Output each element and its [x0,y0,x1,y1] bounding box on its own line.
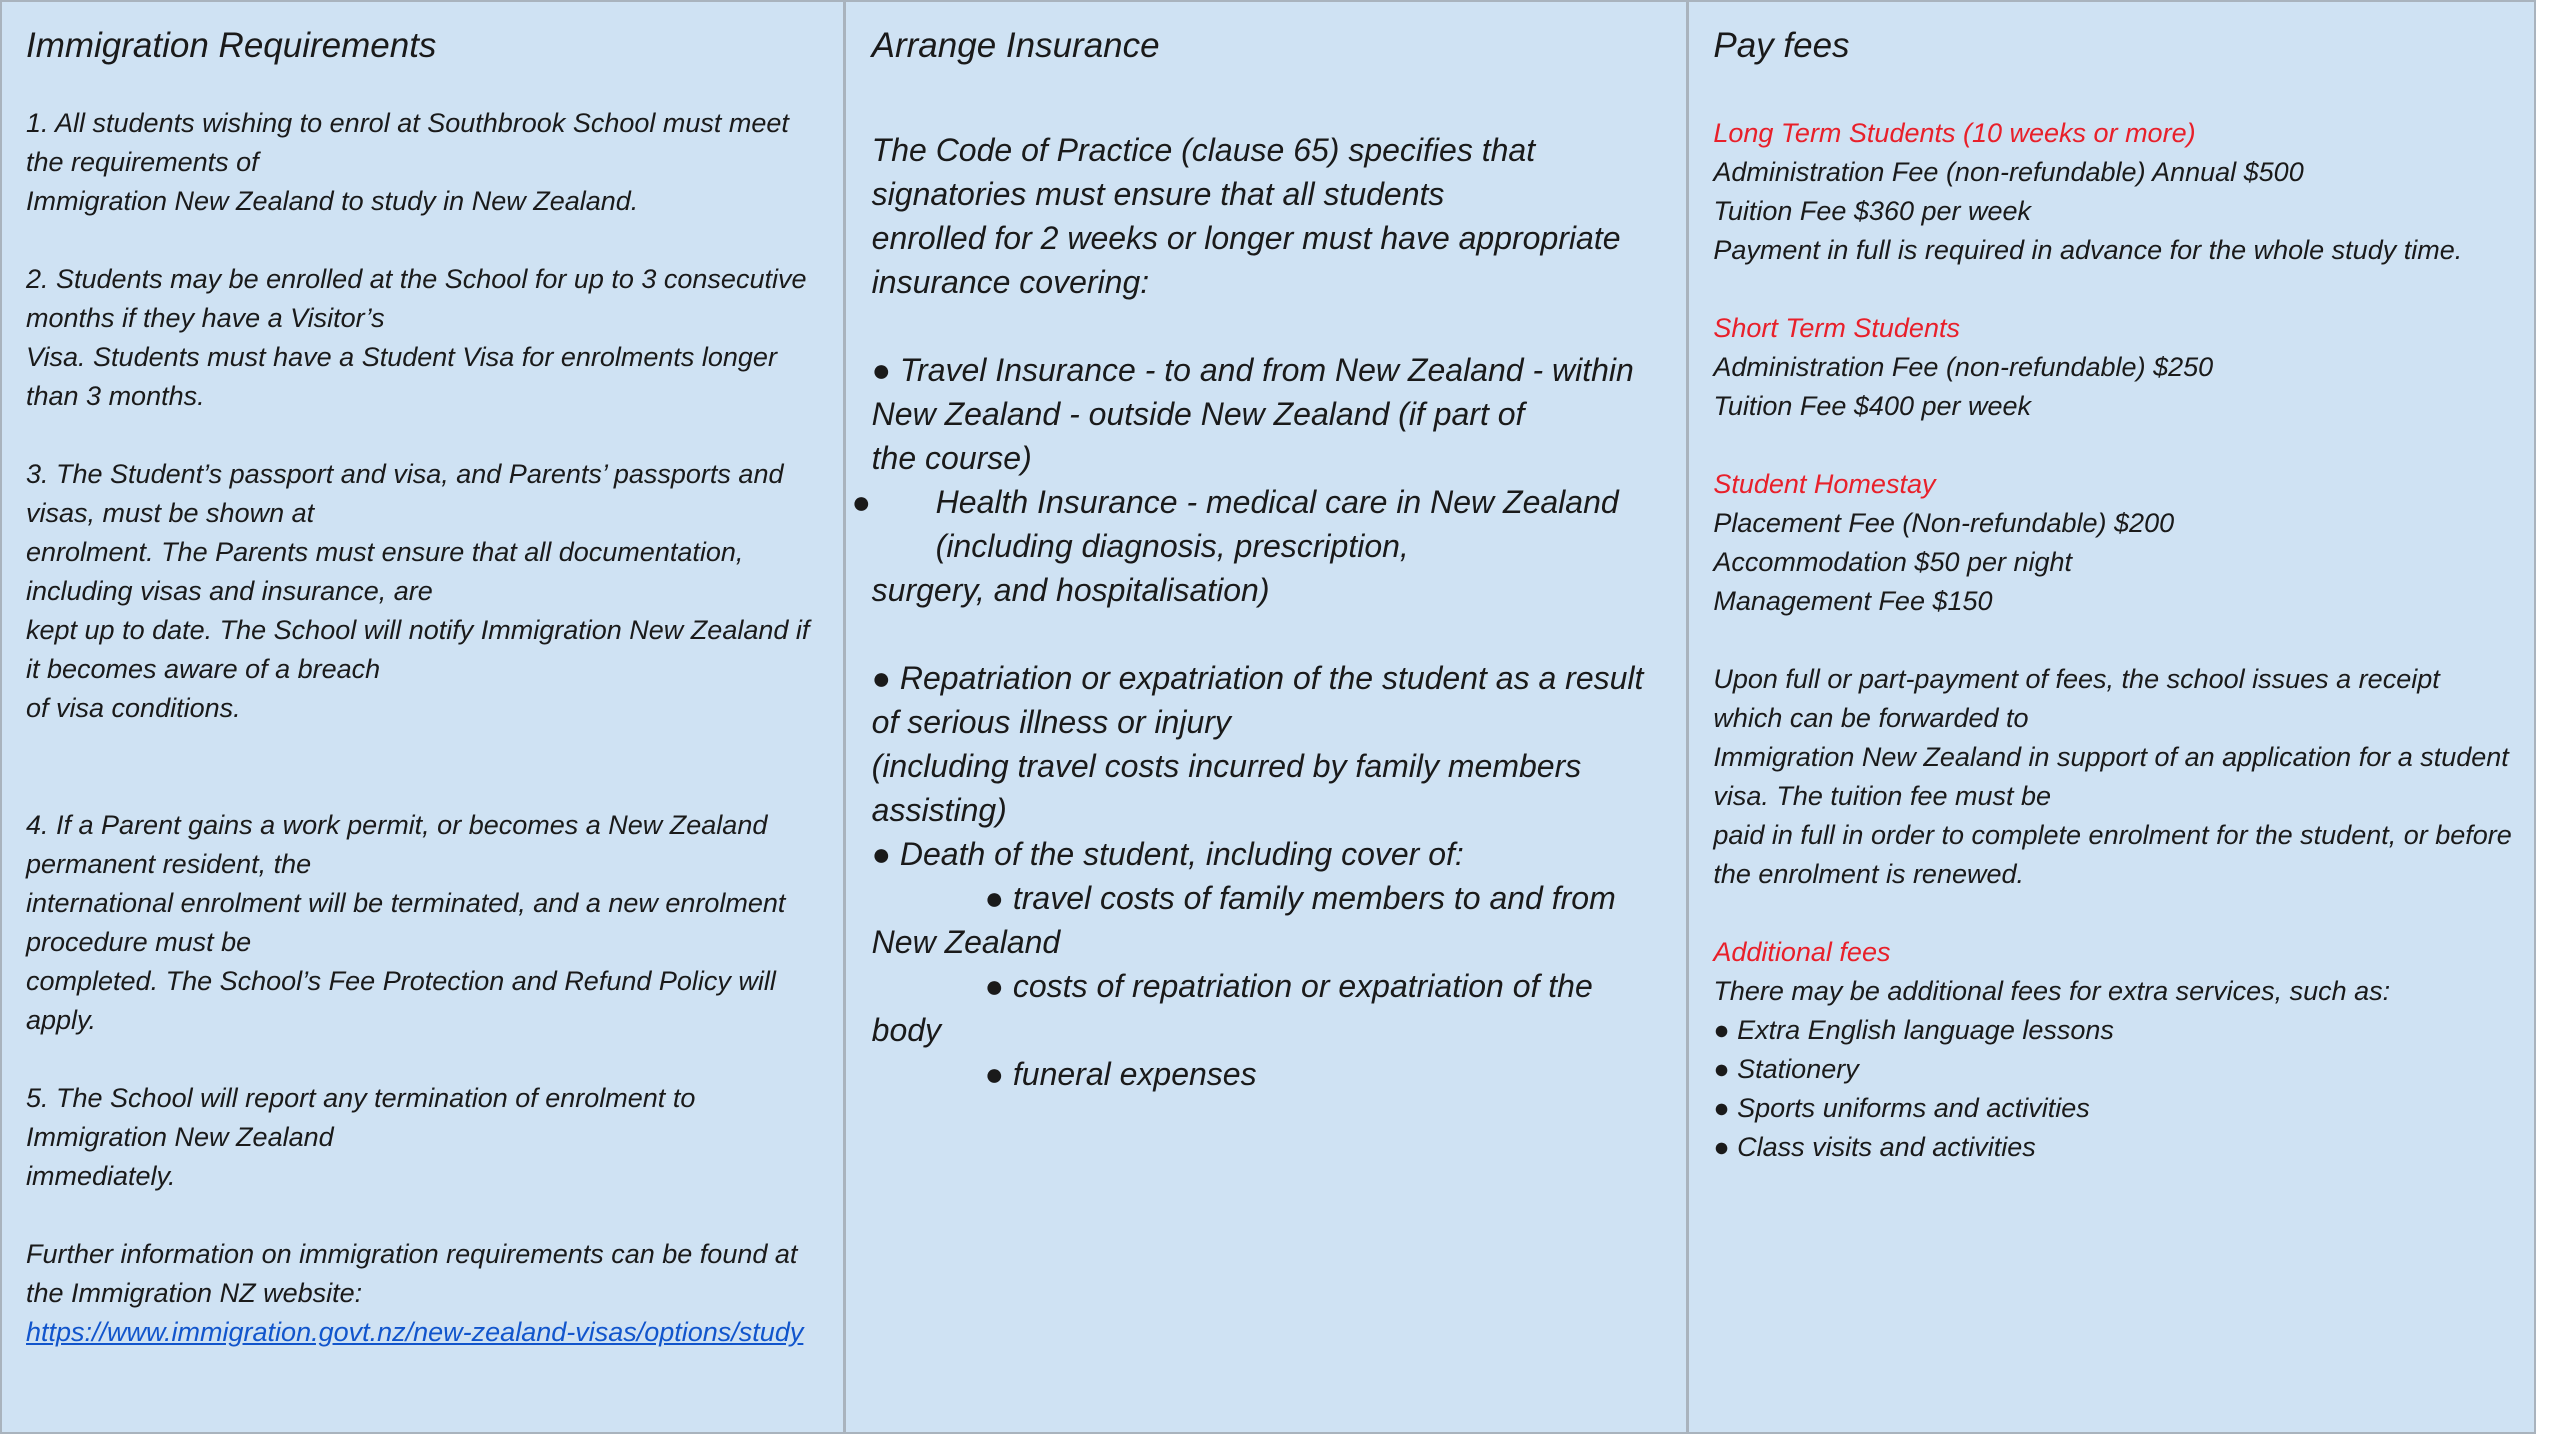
immigration-item-2: 2. Students may be enrolled at the School for up to 3 consecutive months if they have a Visitor’s Visa. Students must have a Student Visa for enrolments longer than 3 months. [26,264,807,411]
additional-fees-intro: There may be additional fees for extra services, such as: [1713,976,2391,1006]
sub-repatriation-text-cont: body [871,1012,942,1048]
insurance-death: ● Death of the student, including cover of: [871,836,1464,872]
repatriation-text: ● Repatriation or expatriation of the student as a result of serious illness or injury [871,660,1644,740]
additional-fee-item: ● Extra English language lessons [1713,1015,2114,1045]
insurance-travel [872,348,1657,480]
immigration-item-3: 3. The Student’s passport and visa, and Parents’ passports and visas, must be shown at enrolment. The Parents must ensure that all documentation, including visas and insurance, are kept up to date. The School will notify Immigration New Zealand if it becomes aware of a breach of visa conditions. [26,459,810,723]
insurance-column [846,2,1690,1432]
additional-fee-item: ● Sports uniforms and activities [1713,1093,2090,1123]
insurance-intro: The Code of Practice (clause 65) specifies that signatories must ensure that all students enrolled for 2 weeks or longer must have appropriate insurance covering: [871,132,1621,300]
immigration-title: Immigration Requirements [26,26,437,65]
short-term-line: Administration Fee (non-refundable) $250 [1713,352,2214,382]
homestay-line: Placement Fee (Non-refundable) $200 [1713,508,2175,538]
sub-travel-text: ● travel costs of family members to and from [984,880,1616,916]
insurance-sub-repatriation [872,964,1657,1052]
travel-text-cont: the course) [871,440,1032,476]
immigration-item-5: 5. The School will report any termination of enrolment to Immigration New Zealand immediately. [26,1083,696,1191]
immigration-nz-link[interactable]: https://www.immigration.govt.nz/new-zealand-visas/options/study [26,1317,804,1347]
insurance-repatriation [872,656,1657,832]
additional-fees-heading: Additional fees [1713,937,1891,967]
sub-repatriation-text: ● costs of repatriation or expatriation of the [984,968,1593,1004]
long-term-heading: Long Term Students (10 weeks or more) [1713,118,2196,148]
repatriation-text-cont: (including travel costs incurred by family members assisting) [871,748,1582,828]
homestay-line: Accommodation $50 per night [1713,547,2073,577]
receipt-paragraph: Upon full or part-payment of fees, the school issues a receipt which can be forwarded to Immigration New Zealand in support of an application for a student visa. The tuition fee must be paid in full in order to complete enrolment for the student, or before the enrolment is renewed. [1713,664,2512,889]
insurance-health [851,480,1657,612]
travel-text: ● Travel Insurance - to and from New Zealand - within New Zealand - outside New Zealand (if part of [871,352,1634,432]
insurance-sub-funeral: ● funeral expenses [984,1056,1257,1092]
additional-fee-item: ● Class visits and activities [1713,1132,2036,1162]
immigration-further-info [26,1235,825,1352]
fees-column [1689,2,2534,1432]
insurance-title: Arrange Insurance [871,26,1160,65]
homestay-heading: Student Homestay [1713,469,1936,499]
short-term-heading: Short Term Students [1713,313,1960,343]
immigration-item-4: 4. If a Parent gains a work permit, or becomes a New Zealand permanent resident, the international enrolment will be terminated, and a new enrolment procedure must be completed. The School’s Fee Protection and Refund Policy will apply. [26,810,786,1035]
immigration-item-1: 1. All students wishing to enrol at Southbrook School must meet the requirements of Immigration New Zealand to study in New Zealand. [26,108,789,216]
long-term-line: Administration Fee (non-refundable) Annual $500 [1713,157,2304,187]
short-term-line: Tuition Fee $400 per week [1713,391,2032,421]
immigration-column [2,2,846,1432]
insurance-sub-travel [872,876,1657,964]
long-term-line: Payment in full is required in advance for the whole study time. [1713,235,2463,265]
further-info-text: Further information on immigration requirements can be found at the Immigration NZ website: [26,1239,798,1308]
health-text-cont: surgery, and hospitalisation) [871,572,1270,608]
fees-title: Pay fees [1713,26,1850,65]
health-text: Health Insurance - medical care in New Zealand (including diagnosis, prescription, [935,484,1619,564]
additional-fee-item: ● Stationery [1713,1054,1859,1084]
health-bullet: ● [851,484,871,520]
homestay-line: Management Fee $150 [1713,586,1993,616]
long-term-line: Tuition Fee $360 per week [1713,196,2032,226]
sub-travel-text-cont: New Zealand [871,924,1061,960]
